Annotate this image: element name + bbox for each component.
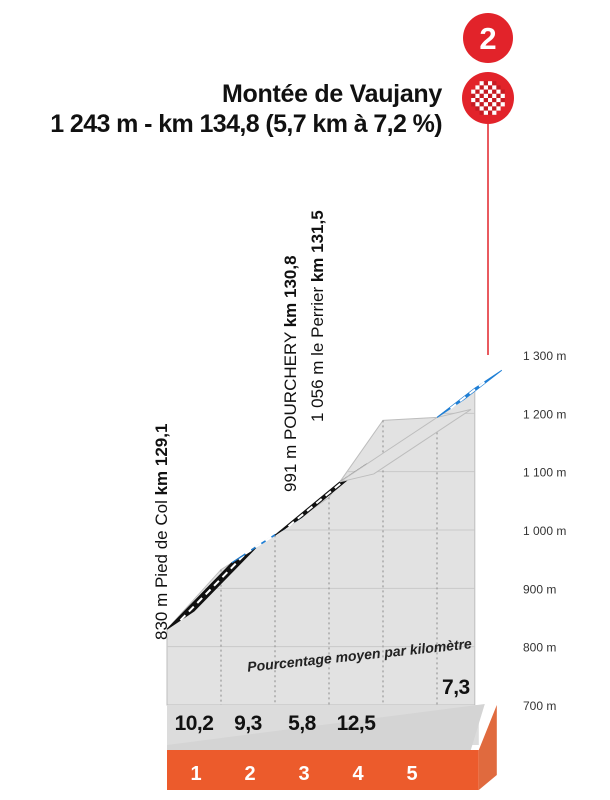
- category-badge-number: 2: [479, 21, 497, 56]
- finish-flag-cell-4-3: [484, 98, 488, 102]
- finish-flag-cell-1-6: [496, 85, 500, 89]
- finish-flag-cell-3-1: [475, 94, 479, 98]
- gradient-label-3: 5,8: [288, 712, 316, 735]
- gradient-label-4: 12,5: [336, 712, 376, 735]
- finish-flag-cell-3-4: [488, 94, 492, 98]
- y-tick-label-1000: 1 000 m: [523, 524, 567, 538]
- y-tick-label-800: 800 m: [523, 640, 557, 655]
- km-marker-4: 4: [352, 763, 364, 785]
- y-tick-label-900: 900 m: [523, 582, 557, 597]
- finish-flag-cell-1-1: [475, 85, 479, 89]
- finish-flag-cell-2-3: [484, 90, 488, 94]
- km-marker-5: 5: [406, 763, 418, 785]
- waypoint-name-2: 991 m POURCHERY: [281, 327, 300, 492]
- climb-name: Montée de Vaujany: [222, 80, 442, 108]
- waypoint-name-3: 1 056 m le Perrier: [308, 282, 327, 422]
- waypoint-km-2: km 130,8: [281, 255, 300, 328]
- finish-flag-cell-7-4: [488, 111, 492, 115]
- gradient-label-5: 7,3: [442, 676, 470, 699]
- finish-flag-cell-1-4: [488, 85, 492, 89]
- finish-flag-cell-2-2: [480, 90, 484, 94]
- finish-flag-cell-4-4: [488, 98, 492, 102]
- finish-flag-cell-0-5: [492, 81, 496, 85]
- finish-flag-cell-7-5: [492, 111, 496, 115]
- gradient-label-1: 10,2: [174, 712, 214, 735]
- finish-flag-cell-3-7: [501, 94, 505, 98]
- finish-flag-cell-4-2: [480, 98, 484, 102]
- y-tick-label-1100: 1 100 m: [523, 465, 567, 480]
- finish-flag-cell-6-1: [475, 106, 479, 110]
- finish-flag-cell-5-0: [471, 102, 475, 106]
- finish-flag-cell-4-6: [496, 98, 500, 102]
- waypoint-km-1: km 129,1: [152, 423, 171, 496]
- base-band-side: [479, 705, 497, 790]
- finish-flag-cell-4-0: [471, 98, 475, 102]
- waypoint-km-3: km 131,5: [308, 210, 327, 283]
- finish-flag-cell-0-4: [488, 81, 492, 85]
- finish-flag-cell-3-2: [480, 94, 484, 98]
- finish-flag-cell-5-6: [496, 102, 500, 106]
- finish-flag-cell-5-2: [480, 102, 484, 106]
- finish-flag-cell-1-5: [492, 85, 496, 89]
- finish-flag-cell-5-4: [488, 102, 492, 106]
- finish-flag-cell-2-7: [501, 90, 505, 94]
- climb-stats: 1 243 m - km 134,8 (5,7 km à 7,2 %): [50, 110, 442, 138]
- waypoint-label-1: [152, 424, 171, 640]
- waypoint-label-3: [308, 210, 327, 422]
- finish-flag-cell-5-5: [492, 102, 496, 106]
- finish-flag-cell-3-0: [471, 94, 475, 98]
- gradient-caption: Pourcentage moyen par kilomètre: [246, 635, 473, 675]
- finish-flag-cell-4-7: [501, 98, 505, 102]
- finish-flag-cell-2-4: [488, 90, 492, 94]
- finish-flag-cell-6-3: [484, 106, 488, 110]
- finish-flag-cell-5-7: [501, 102, 505, 106]
- finish-flag-cell-0-3: [484, 81, 488, 85]
- finish-flag-cell-6-5: [492, 106, 496, 110]
- finish-flag-cell-0-2: [480, 81, 484, 85]
- gradient-label-2: 9,3: [234, 712, 262, 735]
- y-tick-label-700: 700 m: [523, 699, 557, 713]
- finish-flag-cell-5-1: [475, 102, 479, 106]
- finish-flag-cell-2-5: [492, 90, 496, 94]
- finish-flag-cell-1-2: [480, 85, 484, 89]
- finish-flag-cell-6-2: [480, 106, 484, 110]
- km-marker-1: 1: [190, 763, 202, 785]
- finish-flag-cell-6-4: [488, 106, 492, 110]
- finish-flag-cell-3-6: [496, 94, 500, 98]
- finish-flag-cell-2-6: [496, 90, 500, 94]
- y-tick-label-1200: 1 200 m: [523, 407, 567, 422]
- finish-flag-cell-2-0: [471, 90, 475, 94]
- finish-flag-cell-1-3: [484, 85, 488, 89]
- finish-flag-cell-7-2: [480, 111, 484, 115]
- base-band: [167, 750, 479, 790]
- waypoint-name-1: 830 m Pied de Col: [152, 495, 171, 640]
- finish-flag-cell-4-1: [475, 98, 479, 102]
- finish-flag-cell-4-5: [492, 98, 496, 102]
- km-marker-3: 3: [298, 763, 310, 785]
- finish-flag-cell-5-3: [484, 102, 488, 106]
- km-marker-2: 2: [244, 763, 256, 785]
- finish-flag-cell-2-1: [475, 90, 479, 94]
- finish-flag-cell-3-3: [484, 94, 488, 98]
- finish-flag-cell-6-6: [496, 106, 500, 110]
- finish-flag-cell-7-3: [484, 111, 488, 115]
- y-tick-label-1300: 1 300 m: [523, 349, 567, 363]
- finish-flag-cell-3-5: [492, 94, 496, 98]
- waypoint-label-2: [281, 255, 300, 492]
